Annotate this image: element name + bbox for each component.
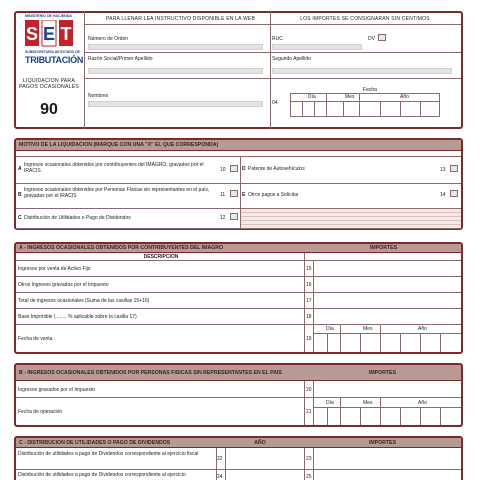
motivo-empty-cell bbox=[241, 209, 461, 228]
ruc-field[interactable] bbox=[272, 44, 362, 50]
numero-orden-label: Número de Orden bbox=[88, 36, 129, 42]
nombres-label: Nombres bbox=[88, 93, 109, 99]
logo bbox=[19, 14, 84, 68]
section-b-dia: Día bbox=[326, 400, 334, 406]
section-b-importes: IMPORTES bbox=[304, 365, 461, 381]
motivo-b-checkbox[interactable] bbox=[230, 190, 238, 197]
motivo-c-text: Distribución de Utilidades o Pago de Dividendos bbox=[24, 215, 131, 221]
motivo-c-checkbox[interactable] bbox=[230, 213, 238, 220]
section-c-importes: IMPORTES bbox=[304, 438, 461, 448]
razon-social-label: Razón Social/Primer Apellido bbox=[88, 56, 153, 62]
motivo-c-letter: C bbox=[18, 215, 22, 221]
section-c-row-1-year-box: 22 bbox=[217, 456, 223, 462]
motivo-b-text: Ingresos ocasionales obtenidos por Personas Físicas sin representantes en el país, gravadas por el IRACIS bbox=[24, 187, 210, 199]
motivo-e-checkbox[interactable] bbox=[450, 190, 458, 197]
subsecretaria-label: SUBSECRETARÍA DE ESTADO DE bbox=[25, 50, 80, 54]
section-a-importes: IMPORTES bbox=[306, 244, 461, 253]
motivo-a-text: Ingresos ocasionales obtenidos por contribuyentes del IMAGRO, gravados por el IRACIS bbox=[24, 162, 204, 174]
form-number: 90 bbox=[40, 101, 58, 118]
section-b-title: B - INGRESOS OCASIONALES OBTENIDOS POR PERSONAS FISICAS SIN REPRESENTANTES EN EL PAIS bbox=[16, 365, 304, 381]
svg-text:E: E bbox=[42, 24, 56, 44]
section-a-row-15-box: 15 bbox=[306, 266, 312, 272]
section-c-row-2-year-box: 24 bbox=[217, 474, 223, 480]
motivo-e-text: Otros pagos a Solicitar bbox=[248, 192, 299, 198]
section-a-row-17-box: 17 bbox=[306, 298, 312, 304]
dv-field[interactable] bbox=[378, 34, 386, 41]
section-c-title: C - DISTRIBUCION DE UTILIDADES O PAGO DE DIVIDENDOS bbox=[16, 438, 216, 448]
motivo-d-letter: D bbox=[242, 166, 246, 172]
numero-orden-field[interactable] bbox=[88, 44, 263, 50]
set-logo-mark bbox=[25, 20, 75, 48]
section-a-row-18-label: Base Imponible ( ....... % aplicable sobre la casilla 17) bbox=[18, 314, 137, 320]
motivo-d-box-number: 13 bbox=[440, 167, 446, 173]
section-c-row-1-label: Distribución de utilidades a pago de Dividendos correspondiente al ejercicio fiscal bbox=[18, 451, 199, 457]
section-b-row-21-box: 21 bbox=[306, 409, 312, 415]
motivo-e-letter: E bbox=[242, 192, 246, 198]
nombres-field[interactable] bbox=[88, 101, 263, 107]
fecha-label: Fecha bbox=[363, 87, 377, 93]
svg-text:S: S bbox=[25, 24, 39, 44]
ministry-label: MINISTERIO DE HACIENDA bbox=[25, 14, 72, 18]
section-b-anio: Año bbox=[418, 400, 427, 406]
section-c-row-1-amount-box: 23 bbox=[306, 456, 312, 462]
segundo-apellido-label: Segundo Apellido bbox=[272, 56, 311, 62]
instructivo-note: PARA LLENAR LEA INSTRUCTIVO DISPONIBLE EN LA WEB bbox=[106, 16, 255, 22]
razon-social-field[interactable] bbox=[88, 68, 263, 74]
svg-text:T: T bbox=[60, 24, 72, 44]
section-a-row-17-label: Total de ingresos ocasionales (Suma de las casillas 15+16) bbox=[18, 298, 150, 304]
section-b-row-21-label: Fecha de operación bbox=[18, 409, 63, 415]
section-c-row-2-amount-box: 25 bbox=[306, 474, 312, 480]
motivo-d-text: Patente de Autovehículos bbox=[248, 166, 305, 172]
section-a-row-19-label: Fecha de venta bbox=[18, 336, 53, 342]
motivo-a-letter: A bbox=[18, 166, 22, 172]
dv-label: DV bbox=[368, 36, 375, 42]
section-c-row-2-label: Distribución de utilidades a pago de Dividendos correspondiente al ejercicio bbox=[18, 472, 186, 478]
motivo-b-letter: B bbox=[18, 192, 22, 198]
motivo-title: MOTIVO DE LA LIQUIDACION (MARQUE CON UNA "X" EL QUE CORRESPONDA) bbox=[16, 140, 461, 151]
motivo-e-box-number: 14 bbox=[440, 192, 446, 198]
form-title: LIQUIDACION PARA PAGOS OCASIONALES bbox=[18, 78, 80, 90]
box-04-label: 04 bbox=[272, 100, 278, 106]
section-a-descripcion: DESCRIPCION bbox=[143, 254, 179, 260]
section-a-title: A - INGRESOS OCASIONALES OBTENIDOS POR CONTRIBUYENTES DEL IMAGRO bbox=[16, 244, 306, 253]
section-a-row-15-label: Ingresos por venta de Activo Fijo bbox=[18, 266, 91, 272]
tributacion-label: TRIBUTACIÓN bbox=[25, 55, 84, 65]
section-a-row-19-box: 19 bbox=[306, 336, 312, 342]
section-a-row-16-label: Otros Ingresos gravados por el Impuesto bbox=[18, 282, 109, 288]
fecha-dia-label: Día bbox=[308, 94, 316, 100]
section-c-anio: AÑO bbox=[216, 438, 304, 448]
motivo-a-box-number: 10 bbox=[220, 167, 226, 173]
segundo-apellido-field[interactable] bbox=[272, 68, 452, 74]
ruc-label: RUC bbox=[272, 36, 283, 42]
motivo-a-checkbox[interactable] bbox=[230, 165, 238, 172]
section-a-dia: Día bbox=[326, 326, 334, 332]
section-a-row-16-box: 16 bbox=[306, 282, 312, 288]
section-a-row-18-box: 18 bbox=[306, 314, 312, 320]
section-a-mes: Mes bbox=[363, 326, 373, 332]
section-a-anio: Año bbox=[418, 326, 427, 332]
motivo-b-box-number: 11 bbox=[220, 192, 226, 198]
section-b-row-20-box: 20 bbox=[306, 387, 312, 393]
importes-note: LOS IMPORTES SE CONSIGNARAN SIN CENTIMOS bbox=[300, 16, 430, 22]
fecha-anio-label: Año bbox=[400, 94, 409, 100]
section-b-mes: Mes bbox=[363, 400, 373, 406]
fecha-mes-label: Mes bbox=[345, 94, 355, 100]
section-b-row-20-label: Ingresos gravados por el Impuesto bbox=[18, 387, 95, 393]
motivo-c-box-number: 12 bbox=[220, 215, 226, 221]
motivo-d-checkbox[interactable] bbox=[450, 165, 458, 172]
